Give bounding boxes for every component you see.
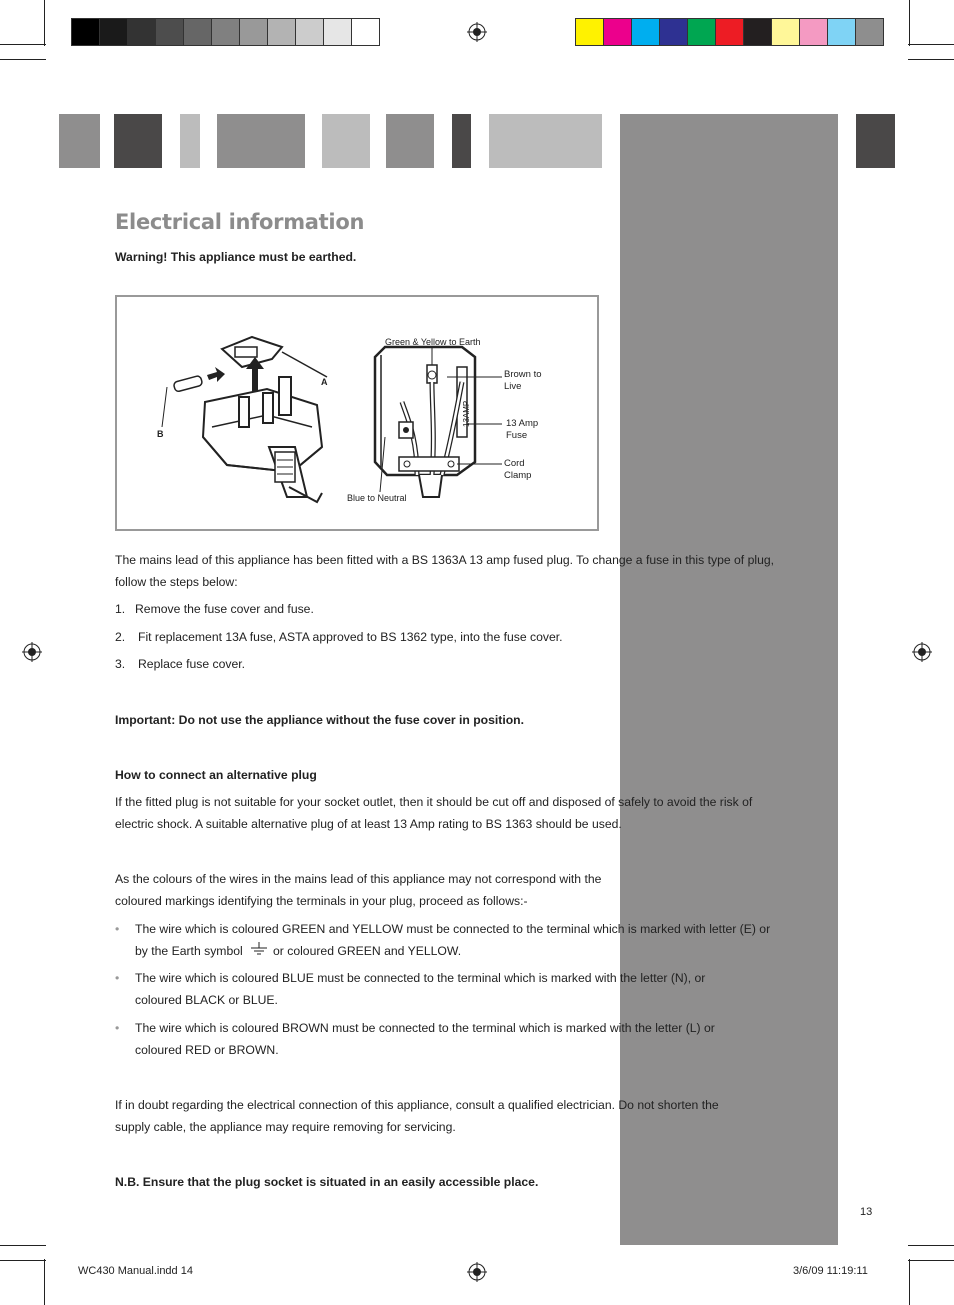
color-swatch (715, 18, 744, 46)
header-block (59, 114, 100, 168)
sidebar-band (620, 114, 838, 1245)
header-block (322, 114, 370, 168)
color-swatch (827, 18, 856, 46)
color-swatch (267, 18, 296, 46)
bullet-icon: • (115, 1021, 120, 1035)
fuse-mark-label: 13AMP (462, 400, 471, 427)
bullet-line-1: The wire which is coloured GREEN and YELLOW must be connected to the terminal which is marked with letter (E) or (135, 922, 771, 936)
color-swatch (603, 18, 632, 46)
crop-mark (908, 1260, 954, 1261)
crop-mark (909, 0, 910, 46)
label-b: B (157, 429, 164, 439)
doubt-line-1: If in doubt regarding the electrical connection of this appliance, consult a qualified electrician. Do not shorten the (115, 1098, 719, 1112)
step-number: 1. (115, 602, 126, 616)
list-item (115, 1017, 815, 1061)
crop-mark (0, 44, 46, 45)
bullet-line-2b: or coloured GREEN and YELLOW. (273, 944, 462, 958)
header-block (489, 114, 602, 168)
important-notice: Important: Do not use the appliance without the fuse cover in position. (115, 713, 524, 727)
bullet-icon: • (115, 971, 120, 985)
crop-mark (909, 1259, 910, 1305)
header-block (452, 114, 471, 168)
alt-plug-line-1: If the fitted plug is not suitable for your socket outlet, then it should be cut off and disposed of safely to avoid the risk of (115, 795, 753, 809)
color-swatch (855, 18, 884, 46)
color-swatch (631, 18, 660, 46)
color-swatch (799, 18, 828, 46)
crop-mark (0, 59, 46, 60)
label-brown-live-2: Live (504, 381, 522, 392)
color-swatch (239, 18, 268, 46)
color-swatch (659, 18, 688, 46)
nb-notice: N.B. Ensure that the plug socket is situated in an easily accessible place. (115, 1175, 539, 1189)
crop-mark (908, 44, 954, 45)
label-green-yellow: Green & Yellow to Earth (385, 337, 481, 347)
step-number: 2. (115, 630, 126, 644)
colours-line-1: As the colours of the wires in the mains lead of this appliance may not correspond with the (115, 872, 602, 886)
color-swatch (323, 18, 352, 46)
color-swatch (351, 18, 380, 46)
step-text: Replace fuse cover. (138, 657, 246, 671)
label-fuse-2: Fuse (506, 430, 528, 441)
label-cord-1: Cord (504, 458, 525, 469)
bullet-line-1: The wire which is coloured BROWN must be connected to the terminal which is marked with the letter (L) or (135, 1021, 715, 1035)
plug-diagram (115, 295, 599, 531)
color-swatch (771, 18, 800, 46)
intro-line-1: The mains lead of this appliance has been fitted with a BS 1363A 13 amp fused plug. To change a fuse in this type of plug, (115, 553, 775, 567)
registration-mark-icon (22, 642, 42, 662)
header-block (386, 114, 434, 168)
crop-mark (908, 1245, 954, 1246)
label-cord-2: Clamp (504, 470, 532, 481)
list-item (115, 918, 815, 962)
color-swatch (183, 18, 212, 46)
registration-mark-icon (912, 642, 932, 662)
page-title: Electrical information (115, 210, 365, 234)
header-block (180, 114, 200, 168)
bullet-icon: • (115, 922, 120, 936)
color-swatch (99, 18, 128, 46)
intro-line-2: follow the steps below: (115, 575, 238, 589)
color-swatch (295, 18, 324, 46)
color-swatch (687, 18, 716, 46)
step-text: Remove the fuse cover and fuse. (135, 602, 314, 616)
registration-mark-icon (467, 22, 487, 42)
bullet-line-1: The wire which is coloured BLUE must be connected to the terminal which is marked with the letter (N), or (135, 971, 706, 985)
crop-mark (908, 59, 954, 60)
label-fuse-1: 13 Amp (506, 418, 539, 429)
doubt-line-2: supply cable, the appliance may require removing for servicing. (115, 1120, 456, 1134)
crop-mark (0, 1260, 46, 1261)
color-swatch (743, 18, 772, 46)
label-blue-neutral: Blue to Neutral (347, 493, 407, 503)
color-swatch (211, 18, 240, 46)
bullet-line-2: coloured RED or BROWN. (135, 1043, 279, 1057)
earth-symbol-icon (249, 941, 269, 959)
header-block (114, 114, 162, 168)
slug-timestamp: 3/6/09 11:19:11 (793, 1265, 868, 1277)
step-number: 3. (115, 657, 126, 671)
slug-filename: WC430 Manual.indd 14 (78, 1265, 193, 1277)
crop-mark (44, 1259, 45, 1305)
page-number: 13 (860, 1206, 873, 1218)
label-brown-live-1: Brown to (504, 369, 542, 380)
color-swatch (155, 18, 184, 46)
warning-text: Warning! This appliance must be earthed. (115, 250, 357, 264)
bullet-line-2a: by the Earth symbol (135, 944, 243, 958)
plug-illustration (117, 297, 597, 529)
step-text: Fit replacement 13A fuse, ASTA approved to BS 1362 type, into the fuse cover. (138, 630, 563, 644)
header-block (217, 114, 305, 168)
list-item (115, 967, 815, 1011)
alt-plug-heading: How to connect an alternative plug (115, 768, 317, 782)
color-swatch (127, 18, 156, 46)
color-swatch (71, 18, 100, 46)
color-swatch (575, 18, 604, 46)
alt-plug-line-2: electric shock. A suitable alternative plug of at least 13 Amp rating to BS 1363 should be used. (115, 817, 622, 831)
header-block (856, 114, 895, 168)
registration-mark-icon (467, 1262, 487, 1282)
crop-mark (44, 0, 45, 46)
label-a: A (321, 377, 328, 387)
bullet-line-2: coloured BLACK or BLUE. (135, 993, 278, 1007)
colours-line-2: coloured markings identifying the terminals in your plug, proceed as follows:- (115, 894, 528, 908)
crop-mark (0, 1245, 46, 1246)
